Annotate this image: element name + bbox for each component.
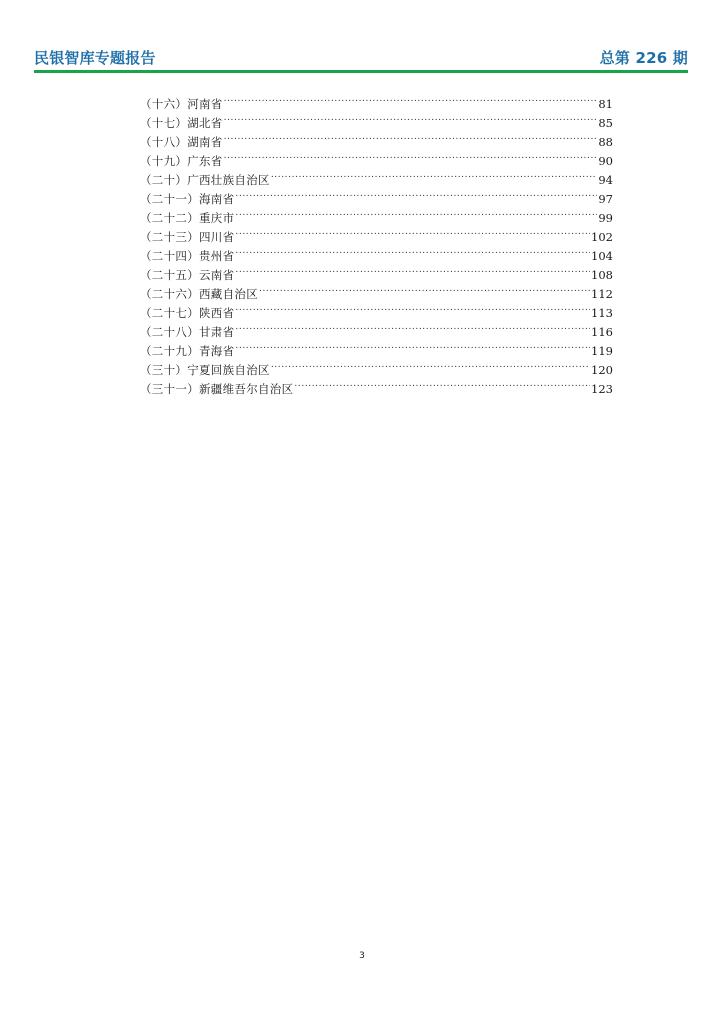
toc-dot-leader (235, 260, 590, 279)
table-of-contents (140, 89, 613, 396)
toc-entry-label: （十八）湖南省 (140, 135, 223, 149)
toc-entry-page: 108 (591, 268, 613, 282)
toc-entry-page: 94 (598, 173, 613, 187)
toc-dot-leader (224, 108, 598, 127)
toc-entry-label: （三十一）新疆维吾尔自治区 (140, 382, 294, 396)
toc-dot-leader (235, 184, 597, 203)
page-header (34, 46, 688, 68)
toc-entry-label: （二十五）云南省 (140, 268, 235, 282)
toc-entry-label: （二十七）陕西省 (140, 306, 235, 320)
toc-entry-henan[interactable] (140, 89, 613, 111)
toc-dot-leader (235, 298, 590, 317)
report-series-title: 民银智库专题报告 (34, 49, 156, 67)
toc-dot-leader (235, 222, 590, 241)
toc-entry-page: 81 (598, 97, 613, 111)
toc-entry-label: （二十三）四川省 (140, 230, 235, 244)
issue-number: 总第 226 期 (599, 49, 688, 67)
toc-dot-leader (235, 241, 590, 260)
toc-dot-leader (271, 165, 598, 184)
toc-entry-label: （十九）广东省 (140, 154, 223, 168)
toc-entry-label: （二十二）重庆市 (140, 211, 235, 225)
toc-dot-leader (224, 127, 598, 146)
header-divider (34, 70, 688, 73)
toc-entry-page: 123 (591, 382, 613, 396)
toc-entry-label: （二十四）贵州省 (140, 249, 235, 263)
toc-dot-leader (259, 279, 590, 298)
toc-entry-page: 97 (598, 192, 613, 206)
toc-entry-page: 99 (598, 211, 613, 225)
page-number: 3 (359, 951, 365, 961)
toc-entry-page: 104 (591, 249, 613, 263)
toc-dot-leader (235, 317, 590, 336)
toc-dot-leader (235, 203, 597, 222)
toc-entry-label: （二十九）青海省 (140, 344, 235, 358)
toc-entry-page: 113 (591, 306, 613, 320)
toc-entry-page: 102 (591, 230, 613, 244)
toc-dot-leader (235, 336, 590, 355)
toc-entry-page: 112 (591, 287, 613, 301)
toc-dot-leader (294, 374, 590, 393)
toc-entry-page: 119 (591, 344, 613, 358)
toc-entry-label: （十六）河南省 (140, 97, 223, 111)
toc-dot-leader (271, 355, 590, 374)
toc-entry-label: （二十一）海南省 (140, 192, 235, 206)
toc-entry-label: （二十八）甘肃省 (140, 325, 235, 339)
toc-dot-leader (224, 146, 598, 165)
toc-entry-label: （十七）湖北省 (140, 116, 223, 130)
toc-entry-page: 88 (598, 135, 613, 149)
toc-dot-leader (224, 89, 598, 108)
toc-entry-page: 85 (598, 116, 613, 130)
toc-entry-label: （二十）广西壮族自治区 (140, 173, 270, 187)
toc-entry-page: 120 (591, 363, 613, 377)
toc-entry-label: （三十）宁夏回族自治区 (140, 363, 270, 377)
toc-entry-label: （二十六）西藏自治区 (140, 287, 258, 301)
toc-entry-page: 90 (598, 154, 613, 168)
toc-entry-page: 116 (591, 325, 613, 339)
